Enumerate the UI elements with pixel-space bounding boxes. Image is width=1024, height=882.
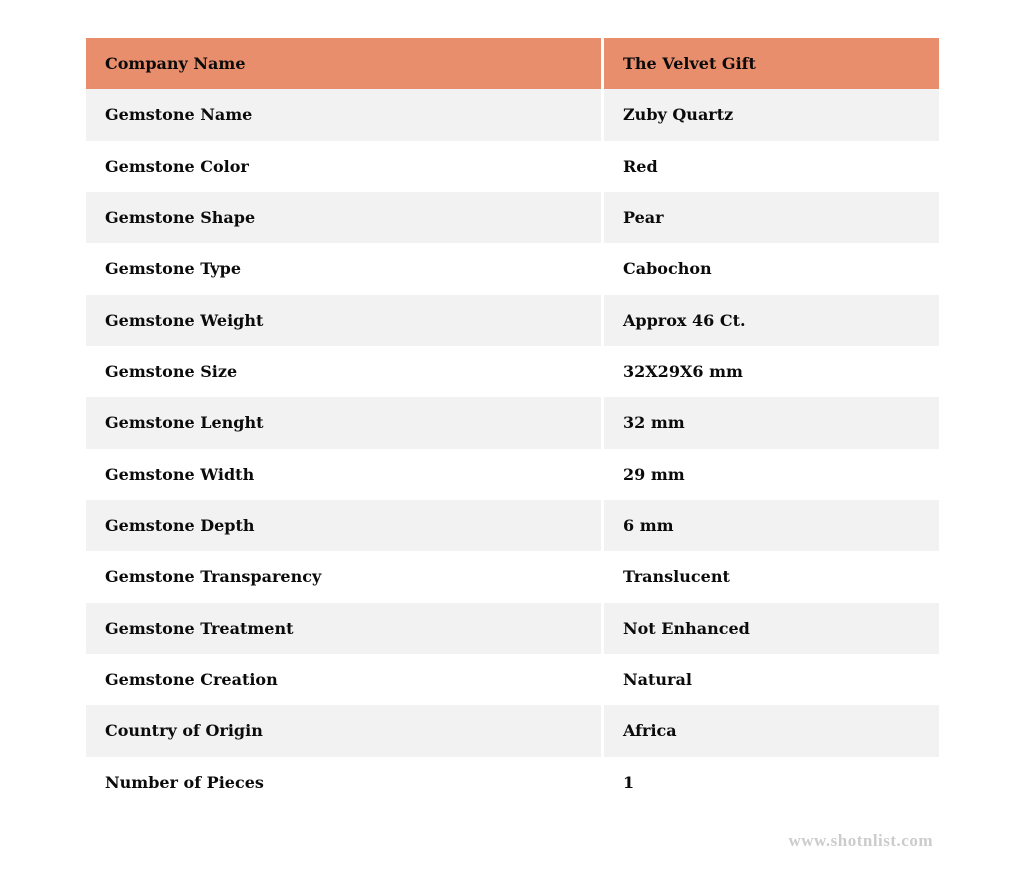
spec-label: Number of Pieces <box>86 757 601 808</box>
spec-label: Country of Origin <box>86 705 601 756</box>
spec-label: Gemstone Name <box>86 89 601 140</box>
table-row-country-of-origin <box>86 705 939 756</box>
table-row-gemstone-name <box>86 89 939 140</box>
spec-label: Gemstone Transparency <box>86 551 601 602</box>
table-row-gemstone-creation <box>86 654 939 705</box>
table-row-gemstone-lenght <box>86 397 939 448</box>
header-label-cell: Company Name <box>86 38 601 89</box>
spec-label: Gemstone Creation <box>86 654 601 705</box>
spec-value: Natural <box>604 654 939 705</box>
spec-label: Gemstone Color <box>86 141 601 192</box>
spec-label: Gemstone Width <box>86 449 601 500</box>
spec-value: Not Enhanced <box>604 603 939 654</box>
gemstone-spec-table <box>86 38 939 808</box>
spec-label: Gemstone Weight <box>86 295 601 346</box>
table-row-gemstone-treatment <box>86 603 939 654</box>
table-row-gemstone-depth <box>86 500 939 551</box>
spec-label: Gemstone Type <box>86 243 601 294</box>
table-row-gemstone-shape <box>86 192 939 243</box>
spec-value: 6 mm <box>604 500 939 551</box>
table-row-gemstone-color <box>86 141 939 192</box>
spec-value: Red <box>604 141 939 192</box>
spec-value: Pear <box>604 192 939 243</box>
spec-value: Approx 46 Ct. <box>604 295 939 346</box>
spec-label: Gemstone Size <box>86 346 601 397</box>
spec-value: Zuby Quartz <box>604 89 939 140</box>
spec-value: 32 mm <box>604 397 939 448</box>
table-header-row <box>86 38 939 89</box>
table-row-number-of-pieces <box>86 757 939 808</box>
spec-label: Gemstone Depth <box>86 500 601 551</box>
spec-value: Translucent <box>604 551 939 602</box>
spec-value: 32X29X6 mm <box>604 346 939 397</box>
header-value-cell: The Velvet Gift <box>604 38 939 89</box>
spec-value: Cabochon <box>604 243 939 294</box>
table-row-gemstone-weight <box>86 295 939 346</box>
table-row-gemstone-type <box>86 243 939 294</box>
spec-value: 1 <box>604 757 939 808</box>
spec-label: Gemstone Shape <box>86 192 601 243</box>
spec-label: Gemstone Lenght <box>86 397 601 448</box>
spec-value: Africa <box>604 705 939 756</box>
table-row-gemstone-width <box>86 449 939 500</box>
spec-label: Gemstone Treatment <box>86 603 601 654</box>
table-row-gemstone-size <box>86 346 939 397</box>
table-row-gemstone-transparency <box>86 551 939 602</box>
watermark-text: www.shotnlist.com <box>788 831 933 850</box>
spec-value: 29 mm <box>604 449 939 500</box>
